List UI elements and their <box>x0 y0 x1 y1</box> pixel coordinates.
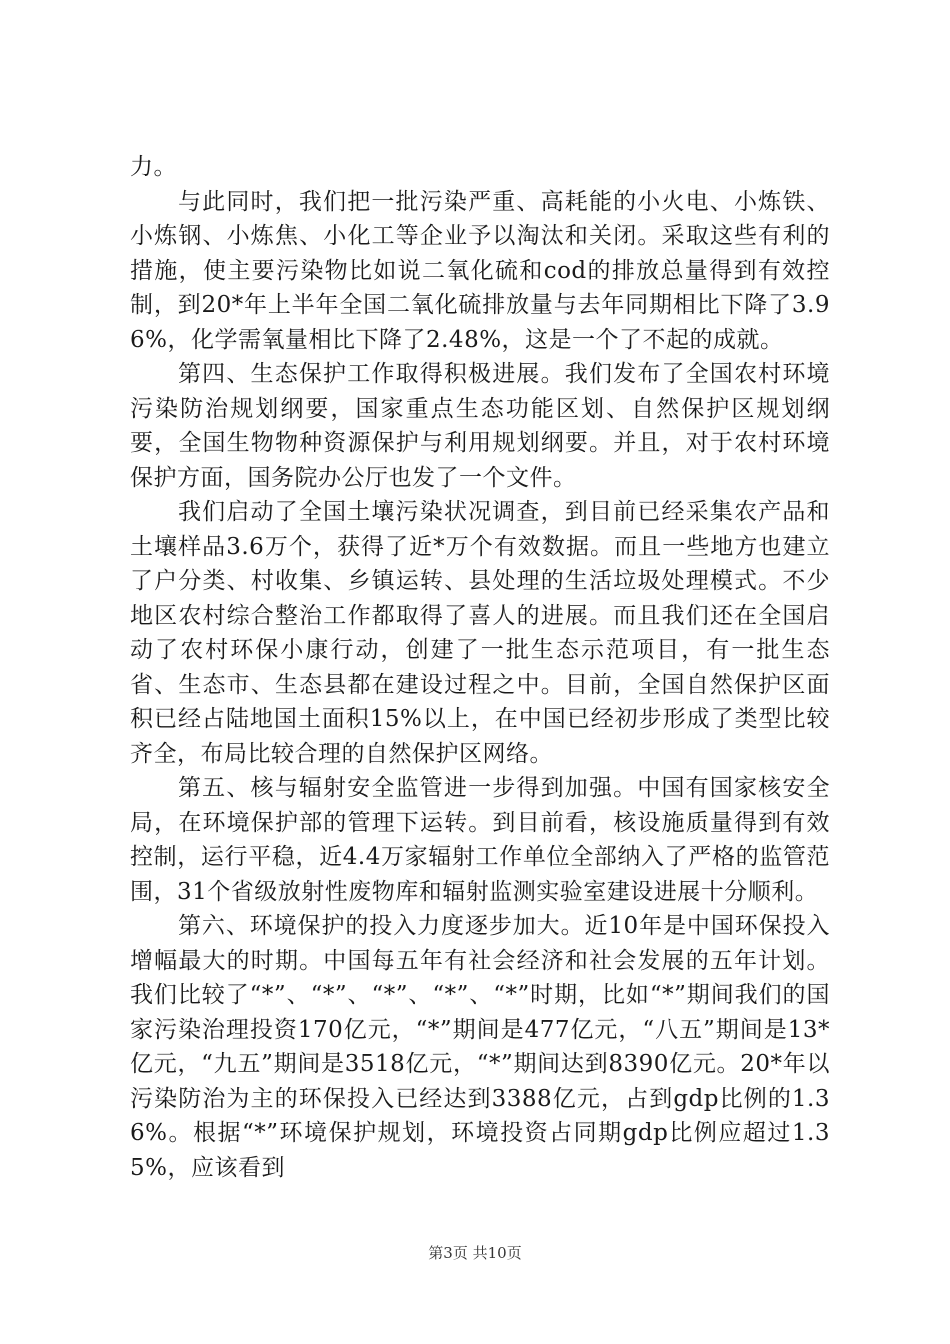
paragraph-investment: 第六、环境保护的投入力度逐步加大。近10年是中国环保投入增幅最大的时期。中国每五年有社会经济和社会发展的五年计划。我们比较了“*”、“*”、“*”、“*”、“*”时期，比如“*”期间我们的国家污染治理投资170亿元，“*”期间是477亿元，“八五”期间是13*亿元，“九五”期间是3518亿元，“*”期间达到8390亿元。20*年以污染防治为主的环保投入已经达到3388亿元，占到gdp比例的1.36%。根据“*”环境保护规划，环境投资占同期gdp比例应超过1.35%，应该看到 <box>130 913 830 1181</box>
paragraph-enterprise-closure: 与此同时，我们把一批污染严重、高耗能的小火电、小炼铁、小炼钢、小炼焦、小化工等企业予以淘汰和关闭。采取这些有利的措施，使主要污染物比如说二氧化硫和cod的排放总量得到有效控制，到20*年上半年全国二氧化硫排放量与去年同期相比下降了3.96%，化学需氧量相比下降了2.48%，这是一个了不起的成就。 <box>130 188 830 353</box>
paragraph-nuclear-safety: 第五、核与辐射安全监管进一步得到加强。中国有国家核安全局，在环境保护部的管理下运转。到目前看，核设施质量得到有效控制，运行平稳，近4.4万家辐射工作单位全部纳入了严格的监管范围，31个省级放射性废物库和辐射监测实验室建设进展十分顺利。 <box>130 775 830 905</box>
document-body <box>130 150 830 1185</box>
paragraph-ecological-protection: 第四、生态保护工作取得积极进展。我们发布了全国农村环境污染防治规划纲要，国家重点生态功能区划、自然保护区规划纲要，全国生物物种资源保护与利用规划纲要。并且，对于农村环境保护方面，国务院办公厅也发了一个文件。 <box>130 361 830 491</box>
paragraph-soil-survey: 我们启动了全国土壤污染状况调查，到目前已经采集农产品和土壤样品3.6万个，获得了近*万个有效数据。而且一些地方也建立了户分类、村收集、乡镇运转、县处理的生活垃圾处理模式。不少地区农村综合整治工作都取得了喜人的进展。而且我们还在全国启动了农村环保小康行动，创建了一批生态示范项目，有一批生态省、生态市、生态县都在建设过程之中。目前，全国自然保护区面积已经占陆地国土面积15%以上，在中国已经初步形成了类型比较齐全，布局比较合理的自然保护区网络。 <box>130 499 830 767</box>
paragraph-continuation: 力。 <box>130 154 177 180</box>
page-number-footer: 第3页 共10页 <box>428 1244 522 1262</box>
